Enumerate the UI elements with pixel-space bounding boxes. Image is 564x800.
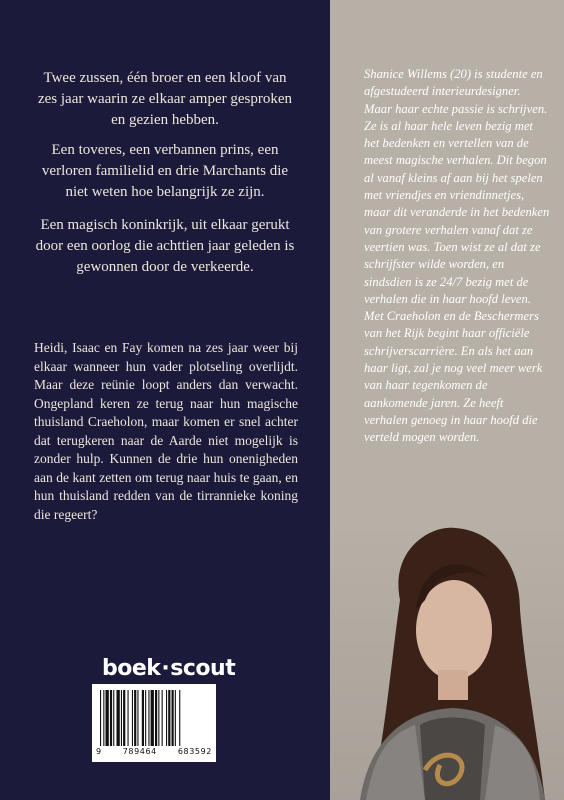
isbn-group-right: 683592 [177, 747, 212, 756]
barcode-bar [162, 690, 163, 746]
barcode-bar [106, 690, 109, 746]
isbn-group-left: 789464 [122, 747, 157, 756]
barcode-bar [103, 690, 104, 746]
author-photo [330, 520, 564, 800]
barcode-bar [113, 690, 114, 746]
blurb-siblings: Twee zussen, één broer en een kloof van zes jaar waarin ze elkaar amper gesproken en gezien hebben. [37, 70, 293, 128]
barcode-bars [98, 690, 210, 746]
barcode-bar [137, 690, 138, 746]
barcode-bar [134, 690, 136, 746]
isbn-digits [96, 747, 212, 756]
barcode-bar [155, 690, 157, 746]
barcode-bar [123, 690, 125, 746]
barcode-bar [100, 690, 101, 746]
blurb-kingdom: Een magisch koninkrijk, uit elkaar gerukt door een oorlog die achttien jaar geleden is gewonnen door de verkeerde. [35, 217, 295, 275]
barcode-bar [110, 690, 112, 746]
barcode-bar [168, 690, 170, 746]
barcode-bar [166, 690, 167, 746]
publisher-logo [102, 656, 235, 681]
blurb-characters: Een toveres, een verbannen prins, een verloren familielid en drie Marchants die niet weten hoe belangrijk ze zijn. [41, 142, 289, 200]
barcode-bar [128, 690, 129, 746]
barcode-bar [158, 690, 159, 746]
barcode-bar [121, 690, 122, 746]
barcode-bar [148, 690, 149, 746]
author-bio: Shanice Willems (20) is studente en afgestudeerd interieurdesigner. Maar haar echte passie is schrijven. Ze is al haar hele leven bezig met het bedenken en vertellen van de meest magische verhalen. Dit begon al vanaf kleins af aan bij het spelen met vriendjes en vriendinnetjes, maar dit veranderde in het bedenken van grotere verhalen vanaf dat ze veertien was. Toen wist ze al dat ze schrijfster wilde worden, en sindsdien is ze 24/7 bezig met de verhalen die in haar hoofd leven. Met Craeholon en de Beschermers van het Rijk begint haar officiële schrijverscarrière. En als het aan haar ligt, zal je nog veel meer werk van haar tegenkomen de aankomende jaren. Ze heeft verhalen genoeg in haar hoofd die verteld mogen worden. [364, 67, 550, 445]
publisher-logo-part2: scout [170, 656, 236, 681]
isbn-barcode [92, 684, 216, 762]
synopsis-text: Heidi, Isaac en Fay komen na zes jaar weer bij elkaar wanneer hun vader plotseling overlijdt. Maar deze reünie loopt anders dan verwacht. Ongepland keren ze terug naar hun magische thuisland Craeholon, maar komen er snel achter dat terugkeren naar de Aarde niet mogelijk is zonder hulp. Kunnen de drie hun onenigheden aan de kant zetten om terug naar huis te gaan, en hun thuisland redden van de tirrannieke koning die regeert? [34, 340, 298, 522]
publisher-logo-part1: boek [102, 656, 161, 681]
barcode-bar [151, 690, 154, 746]
barcode-bar [175, 690, 176, 746]
barcode-bar [117, 690, 120, 746]
barcode-bar [142, 690, 144, 746]
publisher-logo-dot: · [161, 656, 170, 681]
barcode-bar [145, 690, 146, 746]
back-cover-right-panel [330, 0, 564, 800]
isbn-first-digit: 9 [96, 747, 102, 756]
barcode-bar [132, 690, 133, 746]
barcode-bar [179, 690, 180, 746]
barcode-bar [172, 690, 174, 746]
